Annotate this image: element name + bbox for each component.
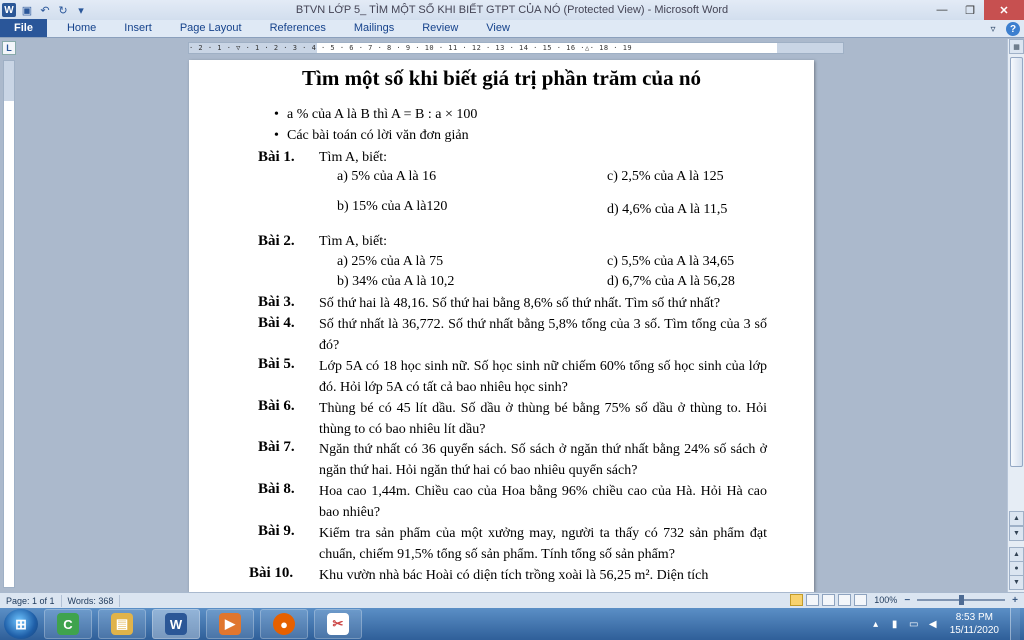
tab-review[interactable]: Review — [422, 22, 459, 34]
outline-icon[interactable] — [838, 594, 851, 606]
problem-label: Bài 5. — [258, 356, 295, 372]
bullet-item — [274, 107, 478, 123]
tab-insert[interactable]: Insert — [124, 22, 152, 34]
problem-text: Thùng bé có 45 lít dầu. Số dầu ở thùng bé bằng 75% số dầu ở thùng to. Hỏi thùng to có bao nhiêu lít dầu? — [319, 401, 767, 437]
problem-text: Khu vườn nhà bác Hoài có diện tích trồng xoài là 56,25 m². Diện tích — [319, 568, 709, 583]
word-count[interactable]: Words: 368 — [62, 595, 121, 607]
status-bar — [0, 592, 1024, 608]
taskbar-app-word[interactable] — [152, 609, 200, 639]
scroll-down-icon[interactable]: ▼ — [1009, 526, 1024, 541]
problem-option: c) 5,5% của A là 34,65 — [607, 254, 735, 269]
bullet-icon: • — [274, 128, 279, 143]
coccoc-icon: C — [57, 613, 79, 635]
undo-icon[interactable]: ↶ — [40, 4, 50, 17]
problem-label: Bài 6. — [258, 398, 295, 414]
system-tray — [870, 608, 1024, 640]
zoom-out-icon[interactable]: − — [904, 594, 911, 606]
ruler-area — [0, 39, 1024, 57]
problem-text: Hoa cao 1,44m. Chiều cao của Hoa bằng 96% chiều cao của Hà. Hỏi Hà cao bao nhiêu? — [319, 484, 767, 520]
document-page[interactable] — [189, 60, 814, 592]
show-hidden-icons-icon[interactable]: ▴ — [873, 618, 879, 630]
problem-text: Số thứ nhất là 36,772. Số thứ nhất bằng 5,8% tổng của 3 số. Tìm tổng của 3 số đó? — [319, 317, 767, 353]
problem-label: Bài 8. — [258, 481, 295, 497]
taskbar-app-snipping[interactable] — [314, 609, 362, 639]
problem-label: Bài 10. — [249, 565, 294, 581]
tab-selector[interactable]: L — [2, 41, 16, 55]
clock-date: 15/11/2020 — [949, 625, 999, 636]
problem-option: c) 2,5% của A là 125 — [607, 169, 724, 184]
print-layout-icon[interactable] — [790, 594, 803, 606]
expand-ribbon-icon[interactable]: ▿ — [990, 23, 996, 35]
bullet-text: a % của A là B thì A = B : a × 100 — [287, 107, 478, 122]
problem-option: a) 25% của A là 75 — [337, 254, 444, 269]
taskbar-app-explorer[interactable] — [98, 609, 146, 639]
bullet-item — [274, 128, 469, 144]
problem-text: Kiểm tra sản phẩm của một xưởng may, người ta thấy có 732 sản phẩm đạt chuẩn, chiếm 91,5% tổng số sản phẩm. Tính tổng số sản phẩm? — [319, 526, 767, 562]
problem-option: a) 5% của A là 16 — [337, 169, 437, 184]
show-desktop-button[interactable] — [1010, 608, 1020, 640]
web-layout-icon[interactable] — [822, 594, 835, 606]
taskbar-app-media[interactable] — [206, 609, 254, 639]
window-title: BTVN LỚP 5_ TÌM MỘT SỐ KHI BIẾT GTPT CỦA NÓ (Protected View) - Microsoft Word — [295, 4, 729, 16]
problem-intro: Tìm A, biết: — [319, 234, 388, 249]
clock[interactable] — [946, 611, 1003, 637]
draft-icon[interactable] — [854, 594, 867, 606]
problem-label: Bài 1. — [258, 149, 295, 165]
zoom-slider-knob[interactable] — [959, 595, 964, 605]
horizontal-ruler[interactable] — [188, 42, 844, 54]
full-screen-reading-icon[interactable] — [806, 594, 819, 606]
next-page-icon[interactable]: ▼ — [1009, 575, 1024, 590]
media-player-icon: ▶ — [219, 613, 241, 635]
problem-option: d) 4,6% của A là 11,5 — [607, 202, 728, 217]
redo-icon[interactable]: ↻ — [58, 4, 68, 17]
title-bar — [0, 0, 1024, 20]
folder-icon: ▤ — [111, 613, 133, 635]
problem-option: d) 6,7% của A là 56,28 — [607, 274, 735, 289]
problem-label: Bài 2. — [258, 233, 295, 249]
minimize-icon[interactable]: — — [936, 4, 948, 16]
view-zoom-controls — [790, 594, 1018, 606]
problem-text: Ngăn thứ nhất có 36 quyển sách. Số sách ở ngăn thứ nhất bằng 24% số sách ở ngăn thứ hai. Hỏi ngăn thứ hai có bao nhiêu quyển sách? — [319, 442, 767, 478]
ribbon-right-controls — [986, 22, 1020, 36]
problem-label: Bài 7. — [258, 439, 295, 455]
tab-references[interactable]: References — [269, 22, 326, 34]
snipping-tool-icon: ✂ — [327, 613, 349, 635]
tab-home[interactable]: Home — [66, 22, 97, 34]
tab-mailings[interactable]: Mailings — [353, 22, 395, 34]
taskbar-app-firefox[interactable] — [260, 609, 308, 639]
word-logo-icon[interactable]: W — [2, 3, 16, 17]
problem-option: b) 34% của A là 10,2 — [337, 274, 455, 289]
volume-icon[interactable]: ◀ — [928, 618, 937, 630]
previous-page-icon[interactable]: ▲ — [1009, 547, 1024, 562]
vertical-ruler-margin — [4, 61, 14, 101]
scrollbar-thumb[interactable] — [1010, 57, 1023, 467]
problem-label: Bài 4. — [258, 315, 295, 331]
browse-object-icon[interactable]: ● — [1009, 561, 1024, 576]
start-button[interactable]: ⊞ — [4, 609, 38, 639]
bullet-icon: • — [274, 107, 279, 122]
zoom-level[interactable]: 100% — [874, 595, 898, 605]
vertical-ruler[interactable] — [3, 60, 15, 588]
keyboard-icon[interactable]: ▭ — [908, 618, 919, 630]
tab-file[interactable]: File — [0, 19, 47, 37]
firefox-icon: ● — [273, 613, 295, 635]
network-icon[interactable]: ▮ — [891, 618, 898, 630]
problem-label: Bài 9. — [258, 523, 295, 539]
document-title: Tìm một số khi biết giá trị phần trăm của nó — [301, 66, 702, 90]
scroll-up-icon[interactable]: ▲ — [1009, 511, 1024, 526]
zoom-in-icon[interactable]: + — [1012, 594, 1018, 606]
tab-view[interactable]: View — [486, 22, 510, 34]
bullet-text: Các bài toán có lời văn đơn giản — [287, 128, 469, 143]
page-count[interactable]: Page: 1 of 1 — [0, 595, 62, 607]
customize-qat-icon[interactable]: ▾ — [78, 4, 84, 17]
help-icon[interactable]: ? — [1006, 22, 1020, 36]
problem-label: Bài 3. — [258, 294, 295, 310]
problem-option: b) 15% của A là120 — [337, 199, 448, 214]
taskbar — [0, 608, 1024, 640]
restore-icon[interactable]: ❐ — [965, 4, 975, 17]
tab-page-layout[interactable]: Page Layout — [179, 22, 242, 34]
ribbon-tabs — [0, 20, 1024, 38]
close-icon[interactable]: ✕ — [984, 0, 1024, 20]
word-icon: W — [165, 613, 187, 635]
clock-time: 8:53 PM — [955, 612, 993, 623]
problem-text: Lớp 5A có 18 học sinh nữ. Số học sinh nữ chiếm 60% tổng số học sinh của lớp đó. Hỏi lớp 5A có tất cả bao nhiêu học sinh? — [319, 359, 767, 395]
zoom-slider[interactable] — [917, 599, 1005, 601]
vertical-scrollbar[interactable] — [1007, 39, 1024, 592]
quick-access-toolbar — [0, 3, 88, 17]
save-icon[interactable]: ▣ — [21, 4, 33, 17]
taskbar-app-coccoc[interactable] — [44, 609, 92, 639]
ruler-toggle-icon[interactable]: ▦ — [1009, 39, 1024, 54]
problem-text: Số thứ hai là 48,16. Số thứ hai bằng 8,6% số thứ nhất. Tìm số thứ nhất? — [319, 296, 721, 311]
ruler-numbers: · 2 · 1 · ▽ · 1 · 2 · 3 · 4 · 5 · 6 · 7 · 8 · 9 · 10 · 11 · 12 · 13 · 14 · 15 · 16 ·△· 18 · 19 — [189, 44, 633, 52]
problem-intro: Tìm A, biết: — [319, 150, 388, 165]
window-controls — [928, 0, 1024, 20]
